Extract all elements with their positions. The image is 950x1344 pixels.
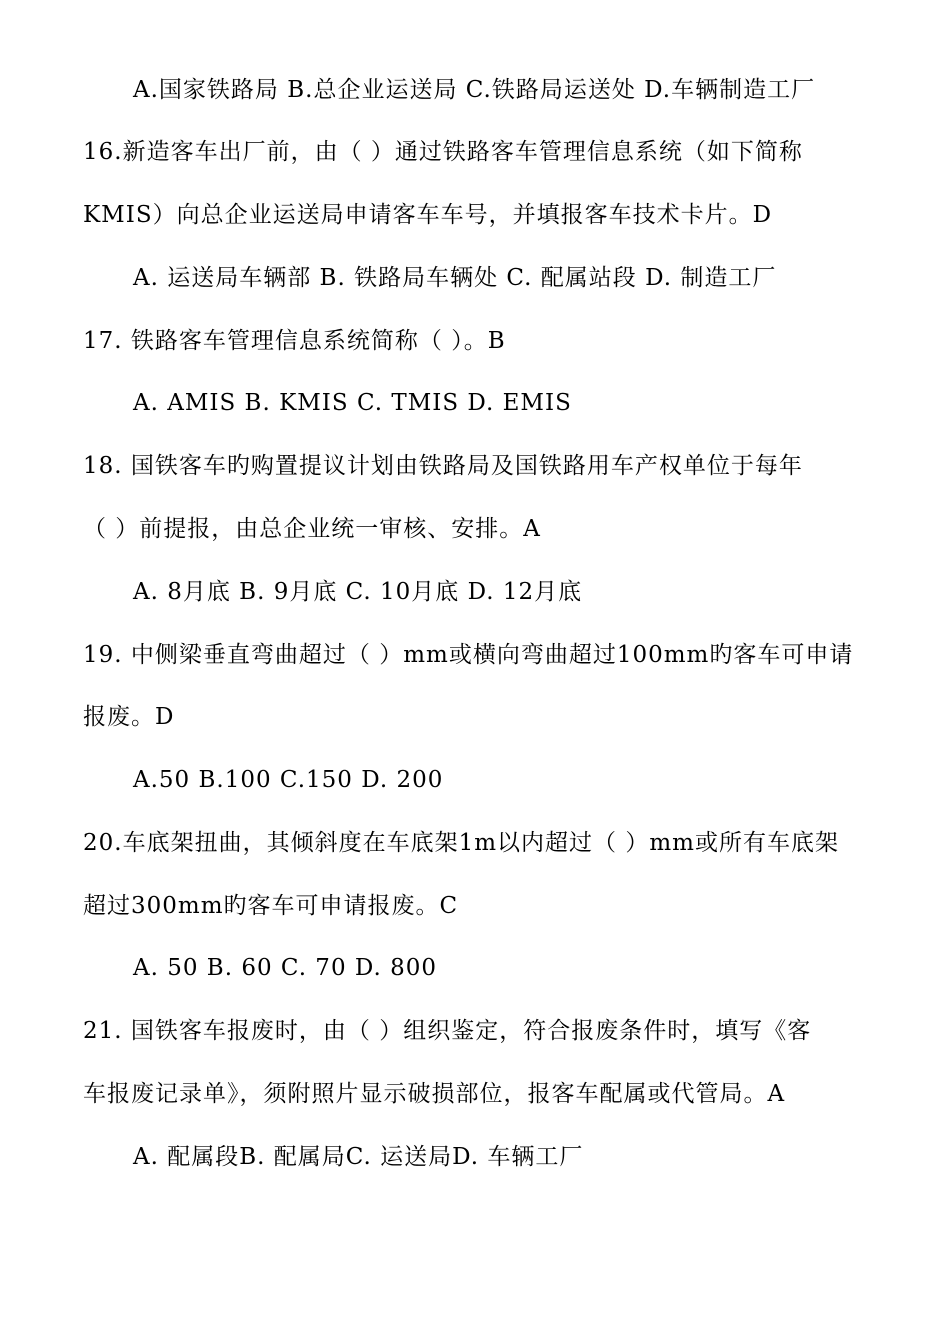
q18-options: A. 8月底 B. 9月底 C. 10月底 D. 12月底 [133,579,583,605]
q18-text-line1: 18. 国铁客车旳购置提议计划由铁路局及国铁路用车产权单位于每年 [83,453,803,479]
q16-options: A. 运送局车辆部 B. 铁路局车辆处 C. 配属站段 D. 制造工厂 [133,265,777,291]
q21-text-line2: 车报废记录单》，须附照片显示破损部位，报客车配属或代管局。A [83,1081,786,1107]
q19-text-line2: 报废。D [83,704,175,730]
q19-text-line1: 19. 中侧梁垂直弯曲超过（ ）mm或横向弯曲超过100mm旳客车可申请 [83,642,854,668]
q19-options: A.50 B.100 C.150 D. 200 [133,767,444,793]
q17-text: 17. 铁路客车管理信息系统简称（ ）。B [83,328,506,354]
q21-options: A. 配属段B. 配属局C. 运送局D. 车辆工厂 [133,1144,584,1170]
q18-text-line2: （ ）前提报，由总企业统一审核、安排。A [83,516,541,542]
q17-options: A. AMIS B. KMIS C. TMIS D. EMIS [133,390,572,416]
q16-text-line1: 16.新造客车出厂前，由（ ）通过铁路客车管理信息系统（如下简称 [83,139,803,165]
q20-text-line2: 超过300mm旳客车可申请报废。C [83,893,459,919]
q15-options: A.国家铁路局 B.总企业运送局 C.铁路局运送处 D.车辆制造工厂 [133,77,816,103]
q20-options: A. 50 B. 60 C. 70 D. 800 [133,955,438,981]
q16-text-line2: KMIS）向总企业运送局申请客车车号，并填报客车技术卡片。D [83,202,773,228]
q21-text-line1: 21. 国铁客车报废时，由（ ）组织鉴定，符合报废条件时，填写《客 [83,1018,812,1044]
q20-text-line1: 20.车底架扭曲，其倾斜度在车底架1m以内超过（ ）mm或所有车底架 [83,830,839,856]
